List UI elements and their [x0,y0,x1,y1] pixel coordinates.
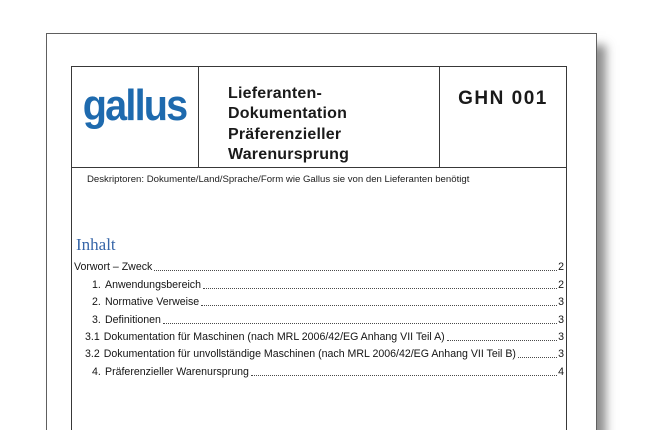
toc-entry-label: Anwendungsbereich [105,278,202,291]
toc-entry-label: Präferenzieller Warenursprung [105,365,249,378]
title-line: Präferenzieller [228,125,342,143]
toc-entry [74,274,564,291]
toc-page-number: 2 [558,261,564,274]
document-page [46,33,597,430]
toc-page-number: 3 [558,330,564,343]
toc-entry-label: Definitionen [105,313,161,326]
toc-leader-dots [518,357,557,358]
toc-section [72,236,566,379]
toc-entry-number: 1. [92,278,101,291]
toc-entry-label: Normative Verweise [105,296,200,309]
title-line: Dokumentation [228,105,348,123]
title-line: Warenursprung [228,145,350,163]
toc-page-number: 3 [558,296,564,309]
toc-heading: Inhalt [76,235,116,254]
doc-number: GHN 001 [458,88,548,109]
toc-page-number: 3 [558,313,564,326]
toc-entry-number: 2. [92,296,101,309]
toc-entry [74,327,564,344]
toc-entry-label: Dokumentation für Maschinen (nach MRL 2006/42/EG Anhang VII Teil A) [103,330,445,343]
toc-entry-number: 4. [92,365,101,378]
toc-entry [74,292,564,309]
title-line: Lieferanten- [228,85,322,102]
logo-cell [72,67,199,167]
toc-entry-label: Vorwort – Zweck [74,261,153,274]
toc-entry-number: 3.1 [85,330,100,343]
toc-page-number: 2 [558,278,564,291]
toc-entry-number: 3. [92,313,101,326]
toc-leader-dots [203,288,557,289]
toc-entry [74,257,564,274]
document-title [199,67,440,167]
toc-leader-dots [447,340,557,341]
toc-entry-label: Dokumentation für unvollständige Maschinen (nach MRL 2006/42/EG Anhang VII Teil B) [103,348,516,361]
toc-entry [74,309,564,326]
toc-page-number: 3 [558,348,564,361]
descriptor-row [72,168,566,186]
doc-number-cell [440,67,566,167]
toc-entry-number: 3.2 [85,348,100,361]
descriptor-text: Deskriptoren: Dokumente/Land/Sprache/Form wie Gallus sie von den Lieferanten benötigt [87,174,470,185]
toc-leader-dots [163,323,557,324]
toc-leader-dots [251,375,557,376]
toc-entry [74,361,564,378]
gallus-logo: gallus [83,81,187,130]
toc-entry [74,344,564,361]
toc-page-number: 4 [558,365,564,378]
content-frame [71,66,567,430]
toc-leader-dots [154,270,557,271]
toc-leader-dots [201,305,557,306]
header-table [72,67,566,168]
